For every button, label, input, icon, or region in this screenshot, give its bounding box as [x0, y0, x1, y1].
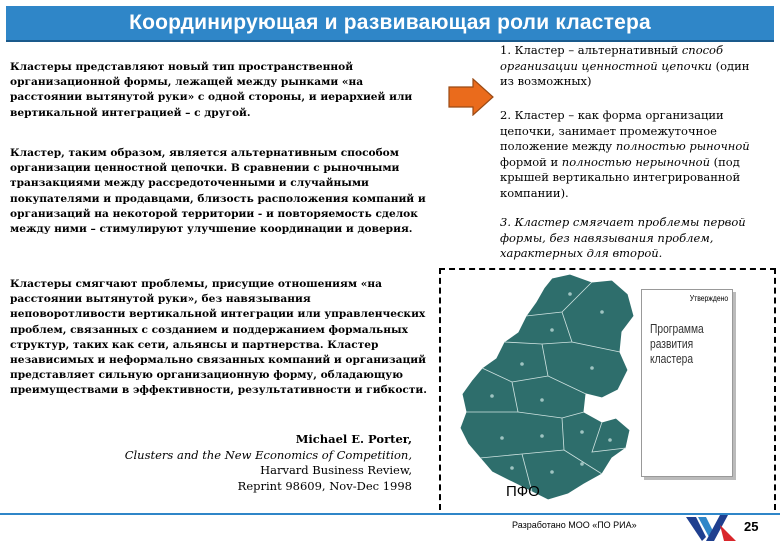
organization-logo-icon	[684, 513, 738, 543]
page-number: 25	[744, 519, 759, 534]
footer-credit: Разработано МОО «ПО РИА»	[512, 520, 637, 530]
left-paragraph-2	[10, 146, 428, 237]
left-paragraph-2-text: Кластер, таким образом, является альтернативным способом организации ценностной цепочки. В сравнении с рыночными транзакциями между рассредоточенными и случайными покупателями и продавцами, близость расположения компаний и организаций на некоторой территории - и повторяемость сделок между ними – стимулируют улучшение координации и доверия.	[10, 147, 426, 236]
right-point-2-e: (под крышей вертикально интегрированной компании).	[500, 154, 741, 200]
title-bar	[6, 6, 774, 42]
doc-title-line-1: Программа	[650, 322, 704, 336]
left-paragraph-3	[10, 277, 428, 399]
doc-title-line-2: развития	[650, 337, 694, 351]
right-point-1-a: 1. Кластер – альтернативный	[500, 43, 682, 57]
right-point-3-text: 3. Кластер смягчает проблемы первой формы, без навязывания проблем, характерных для второй.	[500, 215, 746, 260]
doc-title-line-3: кластера	[650, 352, 694, 366]
footer-divider	[0, 513, 780, 515]
program-document-image	[641, 289, 733, 477]
left-paragraph-1-text: Кластеры представляют новый тип пространственной организационной формы, лежащей между рынками «на расстоянии вытянутой руки» с одной стороны, и иерархией или вертикальной интеграцией – с другой.	[10, 61, 413, 119]
left-paragraph-3-text: Кластеры смягчают проблемы, присущие отношениям «на расстоянии вытянутой руки», без навязывания неповоротливости вертикальной интеграции или управленческих проблем, связанных с созданием и поддержанием формальных структур, таких как сети, альянсы и партнерства. Кластер независимых и неформально связанных компаний и организаций представляет сильную организационную форму, обладающую преимуществами в эффективности, результативности и гибкости.	[10, 278, 427, 397]
left-paragraph-1	[10, 60, 428, 121]
attribution	[0, 432, 412, 494]
right-arrow-icon	[448, 78, 494, 116]
attribution-work: Clusters and the New Economics of Competition,	[124, 447, 412, 462]
right-point-1-b: способ организации ценностной цепочки	[500, 43, 723, 73]
right-point-2-d: полностью нерыночной	[561, 154, 710, 169]
right-point-2-c: формой и	[500, 154, 562, 169]
attribution-source: Harvard Business Review,	[260, 463, 412, 477]
right-point-2	[500, 108, 750, 201]
right-point-1	[500, 43, 750, 90]
page-title: Координирующая и развивающая роли кластера	[129, 11, 651, 34]
doc-title	[650, 322, 704, 367]
doc-approved-label: Утверждено	[689, 294, 728, 303]
right-point-3	[500, 215, 750, 262]
attribution-reprint: Reprint 98609, Nov-Dec 1998	[237, 478, 412, 493]
attribution-author: Michael E. Porter,	[295, 432, 412, 446]
right-point-2-b: полностью рыночной	[615, 139, 750, 153]
map-label: ПФО	[506, 483, 540, 500]
right-point-1-c: (один из возможных)	[500, 58, 750, 88]
right-point-2-a: 2. Кластер – как форма организации цепочки, занимает промежуточное положение между	[500, 108, 724, 153]
